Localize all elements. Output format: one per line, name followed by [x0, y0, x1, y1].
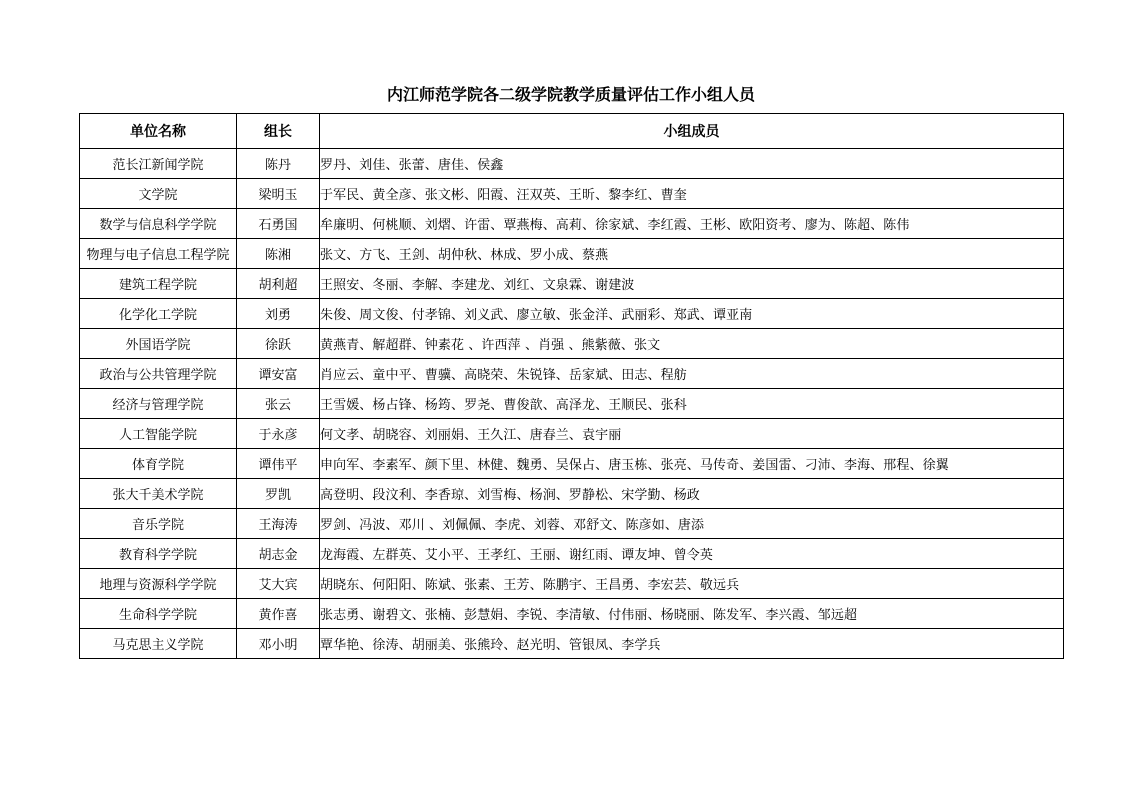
- team-leader-cell: 邓小明: [237, 629, 320, 659]
- team-members-cell: 张志勇、谢碧文、张楠、彭慧娟、李锐、李清敏、付伟丽、杨晓丽、陈发军、李兴霞、邹远超: [320, 599, 1064, 629]
- team-leader-cell: 罗凯: [237, 479, 320, 509]
- team-members-cell: 牟廉明、何桃顺、刘熠、许雷、覃燕梅、高莉、徐家斌、李红霞、王彬、欧阳资考、廖为、陈超、陈伟: [320, 209, 1064, 239]
- unit-name-cell: 人工智能学院: [80, 419, 237, 449]
- table-row: [80, 449, 1064, 479]
- header-team-members: 小组成员: [320, 114, 1064, 149]
- table-row: [80, 509, 1064, 539]
- table-body: [80, 149, 1064, 659]
- team-leader-cell: 黄作喜: [237, 599, 320, 629]
- team-members-cell: 高登明、段汶利、李香琼、刘雪梅、杨涧、罗静松、宋学勤、杨政: [320, 479, 1064, 509]
- table-row: [80, 569, 1064, 599]
- unit-name-cell: 张大千美术学院: [80, 479, 237, 509]
- team-leader-cell: 艾大宾: [237, 569, 320, 599]
- team-leader-cell: 张云: [237, 389, 320, 419]
- table-row: [80, 269, 1064, 299]
- team-leader-cell: 王海涛: [237, 509, 320, 539]
- team-members-cell: 黄燕青、解超群、钟素花 、许西萍 、肖强 、熊紫薇、张文: [320, 329, 1064, 359]
- team-leader-cell: 刘勇: [237, 299, 320, 329]
- table-row: [80, 329, 1064, 359]
- unit-name-cell: 教育科学学院: [80, 539, 237, 569]
- unit-name-cell: 数学与信息科学学院: [80, 209, 237, 239]
- table-row: [80, 539, 1064, 569]
- team-members-cell: 王雪媛、杨占锋、杨筠、罗尧、曹俊歆、高泽龙、王顺民、张科: [320, 389, 1064, 419]
- header-team-leader: 组长: [237, 114, 320, 149]
- team-leader-cell: 石勇国: [237, 209, 320, 239]
- evaluation-team-table: [79, 113, 1064, 659]
- team-leader-cell: 胡志金: [237, 539, 320, 569]
- table-row: [80, 359, 1064, 389]
- table-row: [80, 239, 1064, 269]
- unit-name-cell: 生命科学学院: [80, 599, 237, 629]
- team-members-cell: 肖应云、童中平、曹骥、高晓荣、朱锐锋、岳家斌、田志、程舫: [320, 359, 1064, 389]
- unit-name-cell: 范长江新闻学院: [80, 149, 237, 179]
- team-members-cell: 张文、方飞、王剑、胡仲秋、林成、罗小成、蔡燕: [320, 239, 1064, 269]
- unit-name-cell: 外国语学院: [80, 329, 237, 359]
- team-members-cell: 龙海霞、左群英、艾小平、王孝红、王丽、谢红雨、谭友坤、曾令英: [320, 539, 1064, 569]
- team-members-cell: 申向军、李素军、颜下里、林健、魏勇、吴保占、唐玉栋、张亮、马传奇、姜国雷、刁沛、李海、邢程、徐翼: [320, 449, 1064, 479]
- table-row: [80, 179, 1064, 209]
- unit-name-cell: 地理与资源科学学院: [80, 569, 237, 599]
- table-row: [80, 599, 1064, 629]
- table-row: [80, 149, 1064, 179]
- page-title: 内江师范学院各二级学院教学质量评估工作小组人员: [386, 85, 755, 104]
- team-members-cell: 罗丹、刘佳、张蕾、唐佳、侯鑫: [320, 149, 1064, 179]
- table-row: [80, 629, 1064, 659]
- team-members-cell: 覃华艳、徐涛、胡丽美、张熊玲、赵光明、管银凤、李学兵: [320, 629, 1064, 659]
- unit-name-cell: 马克思主义学院: [80, 629, 237, 659]
- table-row: [80, 479, 1064, 509]
- team-members-cell: 于军民、黄全彦、张文彬、阳霞、汪双英、王昕、黎李红、曹奎: [320, 179, 1064, 209]
- team-leader-cell: 胡利超: [237, 269, 320, 299]
- team-leader-cell: 于永彦: [237, 419, 320, 449]
- table-row: [80, 209, 1064, 239]
- unit-name-cell: 政治与公共管理学院: [80, 359, 237, 389]
- unit-name-cell: 文学院: [80, 179, 237, 209]
- team-members-cell: 罗剑、冯波、邓川 、刘佩佩、李虎、刘蓉、邓舒文、陈彦如、唐添: [320, 509, 1064, 539]
- unit-name-cell: 体育学院: [80, 449, 237, 479]
- team-leader-cell: 陈湘: [237, 239, 320, 269]
- unit-name-cell: 建筑工程学院: [80, 269, 237, 299]
- team-leader-cell: 陈丹: [237, 149, 320, 179]
- unit-name-cell: 经济与管理学院: [80, 389, 237, 419]
- team-members-cell: 朱俊、周文俊、付孝锦、刘义武、廖立敏、张金洋、武丽彩、郑武、谭亚南: [320, 299, 1064, 329]
- unit-name-cell: 物理与电子信息工程学院: [80, 239, 237, 269]
- table-header-row: [80, 114, 1064, 149]
- team-leader-cell: 徐跃: [237, 329, 320, 359]
- team-members-cell: 何文孝、胡晓容、刘丽娟、王久江、唐春兰、袁宇丽: [320, 419, 1064, 449]
- team-members-cell: 胡晓东、何阳阳、陈斌、张素、王芳、陈鹏宇、王昌勇、李宏芸、敬远兵: [320, 569, 1064, 599]
- table-row: [80, 419, 1064, 449]
- unit-name-cell: 音乐学院: [80, 509, 237, 539]
- table-row: [80, 389, 1064, 419]
- header-unit-name: 单位名称: [80, 114, 237, 149]
- team-leader-cell: 谭安富: [237, 359, 320, 389]
- table-row: [80, 299, 1064, 329]
- unit-name-cell: 化学化工学院: [80, 299, 237, 329]
- team-leader-cell: 梁明玉: [237, 179, 320, 209]
- team-leader-cell: 谭伟平: [237, 449, 320, 479]
- team-members-cell: 王照安、冬丽、李解、李建龙、刘红、文泉霖、谢建波: [320, 269, 1064, 299]
